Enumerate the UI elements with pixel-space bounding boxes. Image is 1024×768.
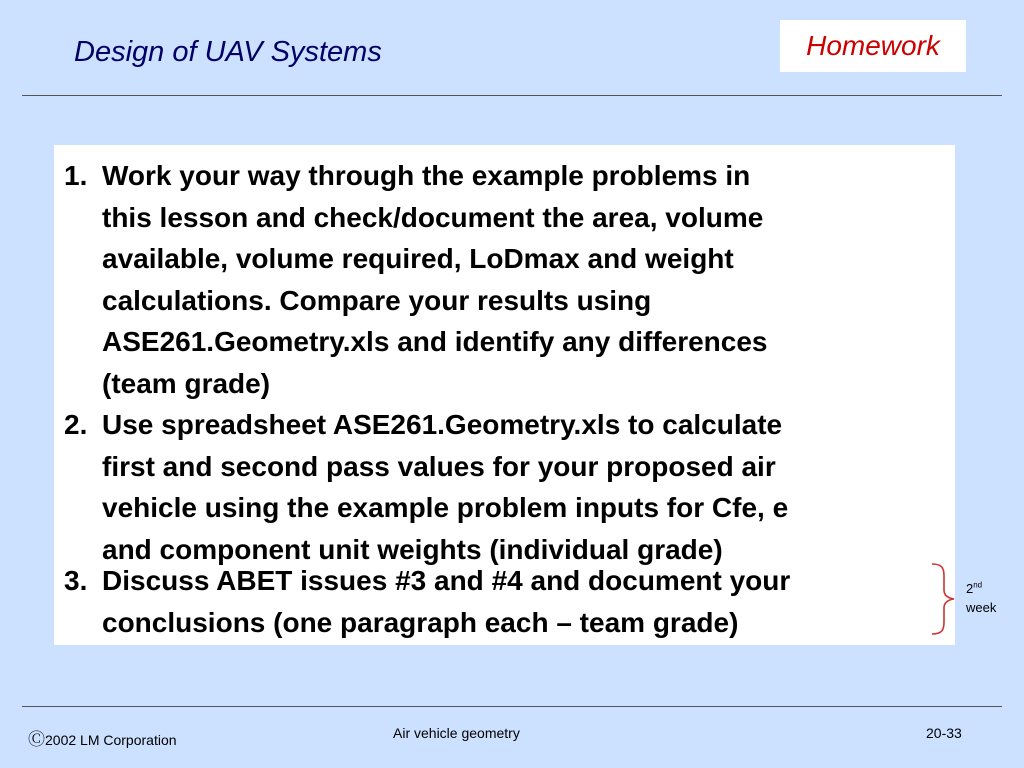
footer-copyright <box>28 725 177 750</box>
item-line: ASE261.Geometry.xls and identify any differences <box>102 326 768 357</box>
homework-tag <box>780 20 966 72</box>
copyright-text: 2002 LM Corporation <box>45 732 177 748</box>
footer-divider <box>22 706 1002 707</box>
item-number: 2. <box>64 409 88 440</box>
item-text <box>102 404 944 570</box>
item-line: and component unit weights (individual grade) <box>102 533 723 565</box>
item-line: Discuss ABET issues #3 and #4 and document your <box>102 565 791 596</box>
item-line: conclusions (one paragraph each – team grade) <box>102 606 739 638</box>
copyright-icon: Ⓒ <box>28 730 45 749</box>
item-line: Use spreadsheet ASE261.Geometry.xls to calculate <box>102 409 783 440</box>
footer-topic: Air vehicle geometry <box>393 725 520 741</box>
item-line: Work your way through the example problems in <box>102 160 751 191</box>
page-title: Design of UAV Systems <box>74 36 382 68</box>
item-line: (team grade) <box>102 367 271 399</box>
item-text <box>102 155 944 404</box>
homework-tag-label: Homework <box>806 30 940 61</box>
item-number: 3. <box>64 565 88 596</box>
ordinal-suffix: nd <box>973 580 983 590</box>
right-brace-icon <box>928 562 958 636</box>
header-divider <box>22 95 1002 96</box>
item-line: calculations. Compare your results using <box>102 284 652 316</box>
item-number: 1. <box>64 160 88 191</box>
item-line: this lesson and check/document the area, volume <box>102 201 764 233</box>
item-line: vehicle using the example problem inputs for Cfe, e <box>102 492 789 523</box>
week-ordinal: 2nd <box>966 580 983 596</box>
page-number: 20-33 <box>926 725 962 741</box>
week-note <box>966 579 996 617</box>
item-line: available, volume required, LoDmax and weight <box>102 243 734 274</box>
homework-list <box>54 145 955 645</box>
item-line: first and second pass values for your proposed air <box>102 450 776 482</box>
week-label: week <box>966 600 997 615</box>
item-text <box>102 560 944 643</box>
